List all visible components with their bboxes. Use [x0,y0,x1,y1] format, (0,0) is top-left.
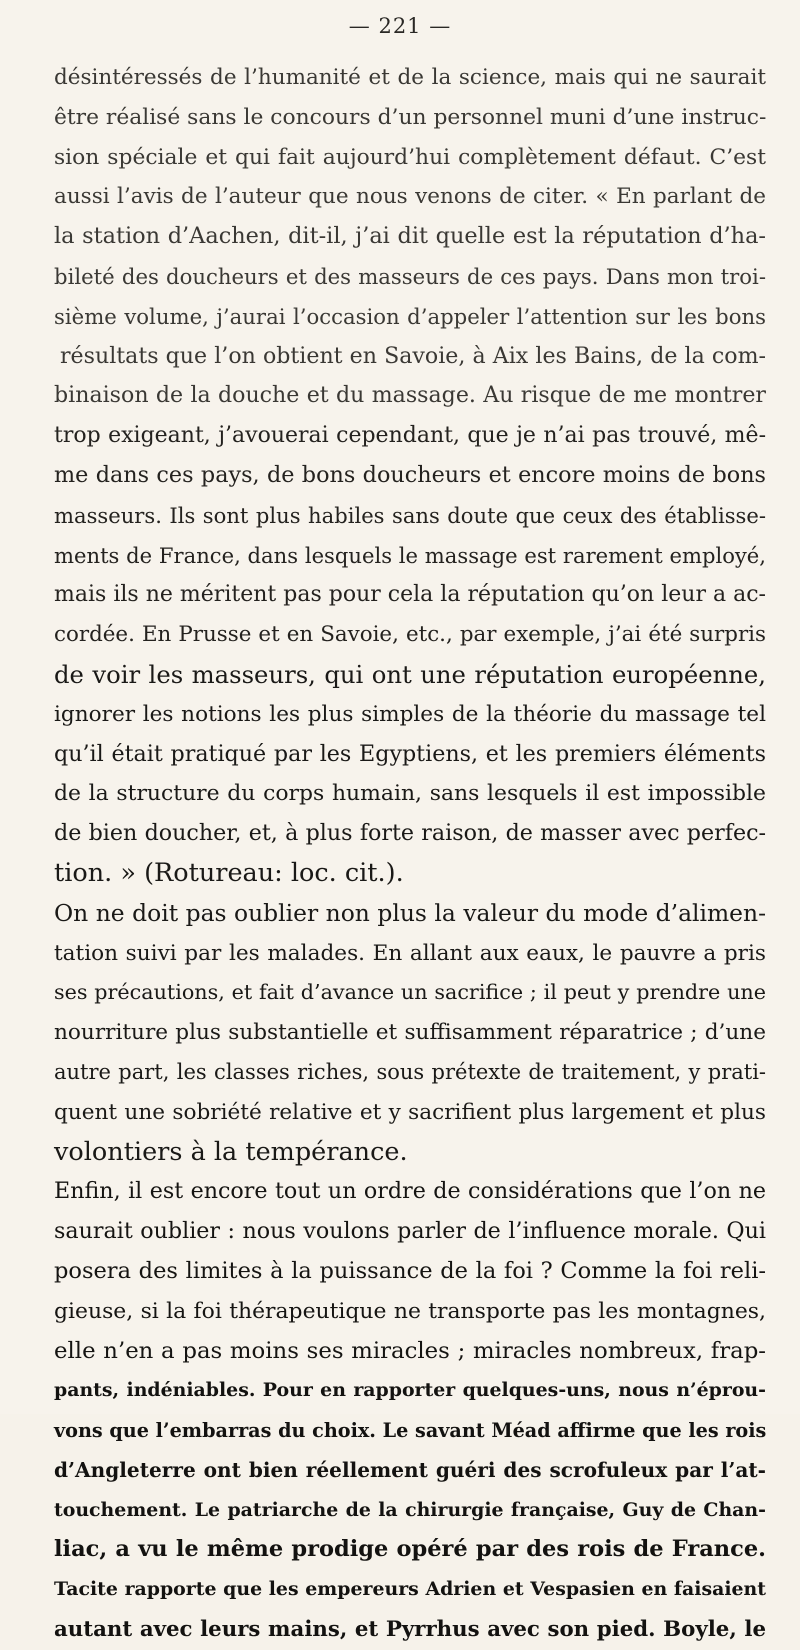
text-line: autant avec leurs mains, et Pyrrhus avec son pied. Boyle, le [54,1617,766,1643]
text-line: Tacite rapporte que les empereurs Adrien et Vespasien en faisaient [54,1578,766,1601]
text-line: touchement. Le patriarche de la chirurgie française, Guy de Chan- [54,1498,766,1521]
text-line: masseurs. Ils sont plus habiles sans doute que ceux des établisse- [54,502,766,528]
text-line: autre part, les classes riches, sous prétexte de traitement, y prati- [54,1059,766,1084]
text-line: pants, indéniables. Pour en rapporter quelques-uns, nous n’éprou- [54,1379,766,1402]
page-number: — 221 — [348,14,452,38]
text-line: résultats que l’on obtient en Savoie, à Aix les Bains, de la com- [60,342,766,369]
text-line: vons que l’embarras du choix. Le savant Méad affirme que les rois [54,1419,767,1443]
text-line: cordée. En Prusse et en Savoie, etc., par exemple, j’ai été surpris [54,622,766,648]
text-line: sion spéciale et qui fait aujourd’hui complètement défaut. C’est [54,144,766,170]
text-line: me dans ces pays, de bons doucheurs et encore moins de bons [54,461,766,488]
text-line: ses précautions, et fait d’avance un sacrifice ; il peut y prendre une [54,980,766,1005]
text-line: aussi l’avis de l’auteur que nous venons de citer. « En parlant de [54,184,766,210]
text-line: de voir les masseurs, qui ont une réputation européenne, [54,659,766,689]
text-line: de bien doucher, et, à plus forte raison, de masser avec perfec- [54,820,766,847]
text-line: volontiers à la tempérance. [54,1136,408,1167]
body-text [54,58,766,1650]
text-line: sième volume, j’aurai l’occasion d’appeler l’attention sur les bons [54,303,766,329]
text-line: elle n’en a pas moins ses miracles ; miracles nombreux, frap- [54,1337,766,1364]
text-line: la station d’Aachen, dit-il, j’ai dit quelle est la réputation d’ha- [54,223,766,250]
text-line: désintéressés de l’humanité et de la science, mais qui ne saurait [54,65,766,90]
text-line: qu’il était pratiqué par les Egyptiens, et les premiers éléments [54,740,766,767]
text-line: nourriture plus substantielle et suffisamment réparatrice ; d’une [54,1020,766,1046]
text-line: On ne doit pas oublier non plus la valeur du mode d’alimen- [54,898,766,927]
text-line: tion. » (Rotureau: loc. cit.). [54,857,404,888]
text-line: binaison de la douche et du massage. Au risque de me montrer [54,382,766,409]
text-line: être réalisé sans le concours d’un personnel muni d’une instruc- [54,104,767,130]
text-line: d’Angleterre ont bien réellement guéri des scrofuleux par l’at- [54,1457,766,1482]
text-line: ignorer les notions les plus simples de la théorie du massage tel [54,701,766,727]
text-line: saurait oublier : nous voulons parler de l’influence morale. Qui [54,1218,766,1245]
text-line: posera des limites à la puissance de la foi ? Comme la foi reli- [54,1257,766,1284]
text-line: quent une sobriété relative et y sacrifient plus largement et plus [54,1099,766,1125]
text-line: tation suivi par les malades. En allant aux eaux, le pauvre a pris [54,940,766,966]
text-line: liac, a vu le même prodige opéré par des rois de France. [54,1536,766,1563]
text-line: trop exigeant, j’avouerai cependant, que je n’ai pas trouvé, mê- [54,423,766,449]
text-line: bileté des doucheurs et des masseurs de ces pays. Dans mon troi- [54,263,766,289]
text-line: Enfin, il est encore tout un ordre de considérations que l’on ne [54,1178,766,1205]
text-line: de la structure du corps humain, sans lesquels il est impossible [54,781,766,807]
text-line: ments de France, dans lesquels le massage est rarement employé, [54,542,766,568]
text-line: gieuse, si la foi thérapeutique ne transporte pas les montagnes, [54,1298,766,1324]
text-line: mais ils ne méritent pas pour cela la réputation qu’on leur a ac- [54,582,766,608]
